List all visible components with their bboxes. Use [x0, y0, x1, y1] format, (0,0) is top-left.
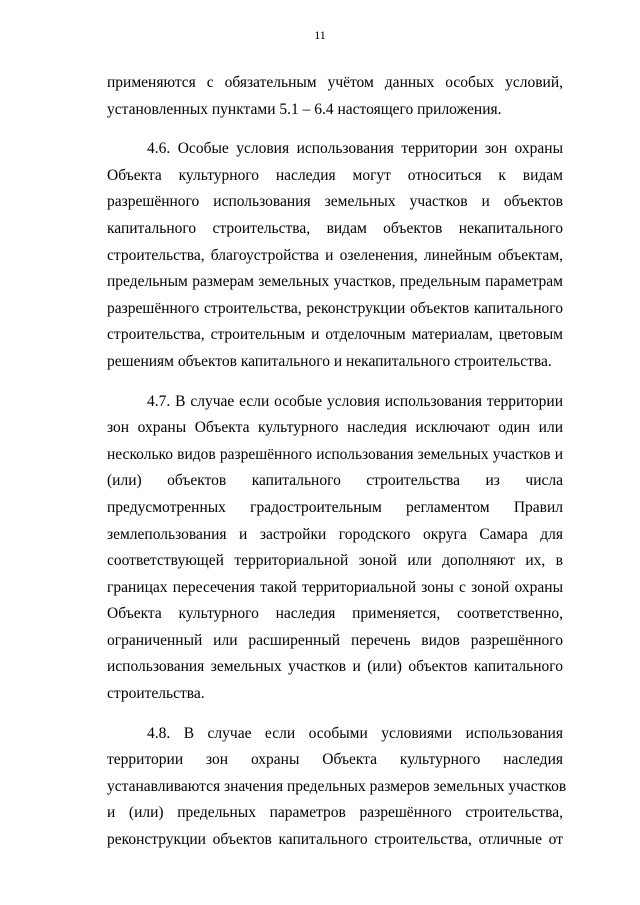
text-line: применяются с обязательным учётом данных особых условий, — [107, 74, 563, 91]
document-body — [107, 70, 567, 867]
text-line: ограниченный или расширенный перечень видов разрешённого — [107, 631, 563, 649]
text-line: разрешённого строительства, реконструкции объектов капитального — [107, 299, 563, 317]
text-line: и (или) предельных параметров разрешённого строительства, — [107, 804, 563, 822]
text-line: предельным размерам земельных участков, предельным параметрам — [107, 273, 563, 291]
text-line: строительства. — [107, 685, 205, 703]
page-number: 11 — [314, 28, 326, 42]
text-line: зон охраны Объекта культурного наследия исключают один или — [107, 419, 563, 437]
text-line: 4.7. В случае если особые условия использования территории — [147, 392, 563, 410]
text-line: разрешённого использования земельных участков и объектов — [107, 193, 563, 211]
text-line: соответствующей территориальной зоной или дополняют их, в — [107, 552, 563, 570]
paragraph-4-8 — [107, 721, 567, 854]
text-line: использования земельных участков и (или) объектов капитального — [107, 658, 563, 676]
text-line: реконструкции объектов капитального строительства, отличные от — [107, 831, 563, 849]
text-line: несколько видов разрешённого использования земельных участков и — [107, 445, 563, 463]
text-line: установленных пунктами 5.1 – 6.4 настоящего приложения. — [107, 100, 502, 118]
text-line: Объекта культурного наследия применяется, соответственно, — [107, 605, 563, 623]
text-line: 4.6. Особые условия использования территории зон охраны — [147, 140, 563, 158]
text-line: (или) объектов капитального строительства из числа — [107, 472, 563, 490]
text-line: 4.8. В случае если особыми условиями использования — [147, 724, 563, 742]
text-line: капитального строительства, видам объектов некапитального — [107, 219, 563, 237]
text-line: решениям объектов капитального и некапитального строительства. — [107, 352, 552, 370]
paragraph-continuation — [107, 70, 563, 123]
text-line: предусмотренных градостроительным регламентом Правил — [107, 498, 563, 516]
text-line: землепользования и застройки городского округа Самара для — [107, 525, 563, 543]
paragraph-4-6 — [107, 136, 563, 375]
text-line: границах пересечения такой территориальной зоны с зоной охраны — [107, 578, 563, 596]
text-line: строительства, благоустройства и озеленения, линейным объектам, — [107, 246, 563, 264]
text-line: территории зон охраны Объекта культурного наследия — [107, 751, 563, 769]
text-line: Объекта культурного наследия могут относиться к видам — [107, 166, 563, 184]
text-line: строительства, строительным и отделочным материалам, цветовым — [107, 326, 563, 344]
paragraph-4-7 — [107, 389, 563, 708]
text-line: устанавливаются значения предельных размеров земельных участков — [107, 777, 567, 795]
